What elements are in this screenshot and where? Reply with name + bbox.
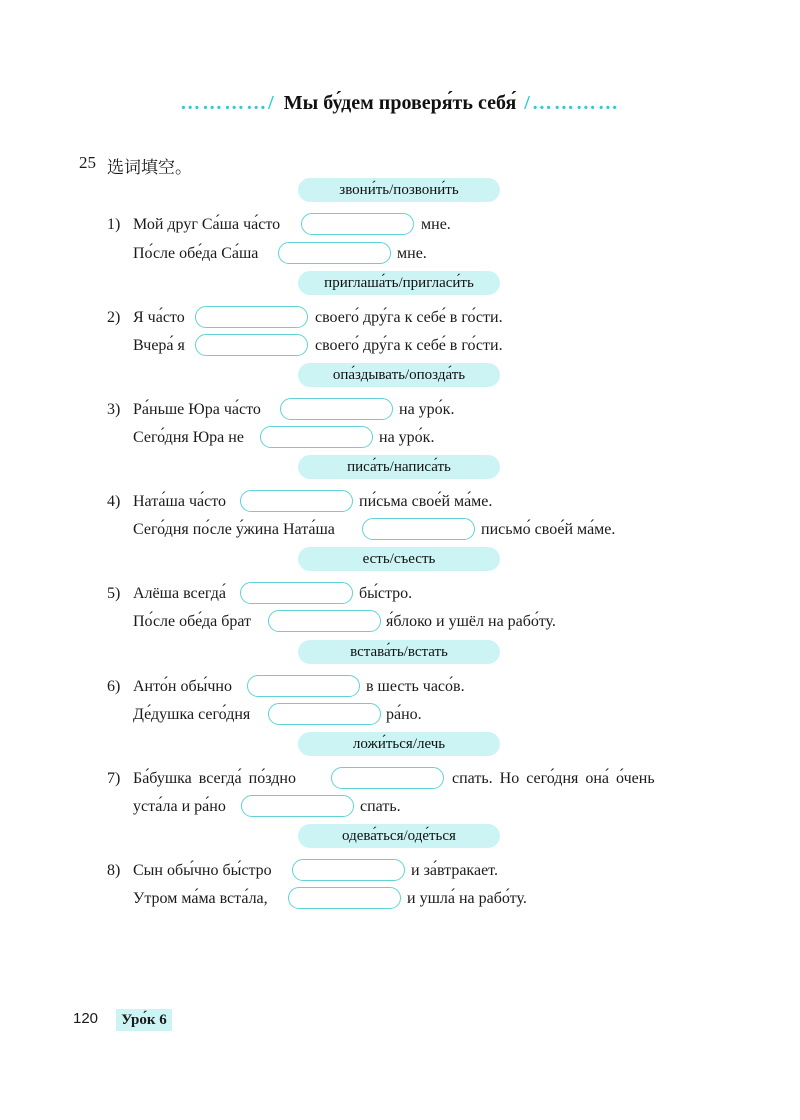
item-number: 4): [107, 493, 121, 510]
answer-blank[interactable]: [241, 795, 354, 817]
sentence-text: По́сле обе́да Са́ша: [133, 245, 259, 262]
sentence-text: письмо́ свое́й ма́ме.: [481, 521, 616, 538]
sentence-text: своего́ дру́га к себе́ в го́сти.: [315, 337, 503, 354]
sentence-text: Алёша всегда́: [133, 585, 226, 602]
verb-pair-pill: опа́здывать/опозда́ть: [298, 363, 500, 387]
sentence-text: и ушла́ на рабо́ту.: [407, 890, 527, 907]
item-number: 6): [107, 678, 121, 695]
answer-blank[interactable]: [288, 887, 401, 909]
sentence-text: Ната́ша ча́сто: [133, 493, 226, 510]
answer-blank[interactable]: [301, 213, 414, 235]
sentence-text: спать.: [360, 798, 401, 815]
sentence-text: Сего́дня Юра не: [133, 429, 244, 446]
answer-blank[interactable]: [268, 703, 381, 725]
sentence-text: Сын обы́чно бы́стро: [133, 862, 272, 879]
sentence-text: Анто́н обы́чно: [133, 678, 232, 695]
answer-blank[interactable]: [240, 582, 353, 604]
item-number: 8): [107, 862, 121, 879]
sentence-text: Мой друг Са́ша ча́сто: [133, 216, 281, 233]
answer-blank[interactable]: [331, 767, 444, 789]
exercise-instruction: 选词填空。: [107, 158, 192, 178]
answer-blank[interactable]: [280, 398, 393, 420]
sentence-text: своего́ дру́га к себе́ в го́сти.: [315, 309, 503, 326]
sentence-text: Сего́дня по́сле у́жина Ната́ша: [133, 521, 335, 538]
item-number: 3): [107, 401, 121, 418]
sentence-text: я́блоко и ушёл на рабо́ту.: [386, 613, 556, 630]
answer-blank[interactable]: [278, 242, 391, 264]
sentence-text: Ба́бушка всегда́ по́здно: [133, 770, 296, 787]
lesson-badge: Уро́к 6: [116, 1009, 172, 1031]
verb-pair-pill: ложи́ться/лечь: [298, 732, 500, 756]
answer-blank[interactable]: [362, 518, 475, 540]
sentence-text: По́сле обе́да брат: [133, 613, 252, 630]
answer-blank[interactable]: [195, 334, 308, 356]
verb-pair-pill: одева́ться/оде́ться: [298, 824, 500, 848]
sentence-text: спать. Но сего́дня она́ о́чень: [452, 770, 655, 787]
exercise-number: 25: [79, 153, 96, 172]
sentence-text: Вчера́ я: [133, 337, 185, 354]
sentence-text: мне.: [397, 245, 427, 262]
sentence-text: на уро́к.: [399, 401, 455, 418]
header-dots-left: …………/: [180, 92, 276, 114]
sentence-text: на уро́к.: [379, 429, 435, 446]
sentence-text: бы́стро.: [359, 585, 413, 602]
sentence-text: пи́сьма свое́й ма́ме.: [359, 493, 493, 510]
page-header: [0, 92, 800, 115]
page-title: Мы бу́дем проверя́ть себя́: [283, 92, 517, 114]
sentence-text: ра́но.: [386, 706, 422, 723]
item-number: 2): [107, 309, 121, 326]
answer-blank[interactable]: [195, 306, 308, 328]
verb-pair-pill: встава́ть/встать: [298, 640, 500, 664]
verb-pair-pill: звони́ть/позвони́ть: [298, 178, 500, 202]
item-number: 5): [107, 585, 121, 602]
answer-blank[interactable]: [260, 426, 373, 448]
sentence-text: уста́ла и ра́но: [133, 798, 226, 815]
sentence-text: Я ча́сто: [133, 309, 185, 326]
item-number: 1): [107, 216, 121, 233]
verb-pair-pill: есть/съесть: [298, 547, 500, 571]
answer-blank[interactable]: [268, 610, 381, 632]
answer-blank[interactable]: [247, 675, 360, 697]
answer-blank[interactable]: [292, 859, 405, 881]
sentence-text: Де́душка сего́дня: [133, 706, 251, 723]
verb-pair-pill: приглаша́ть/пригласи́ть: [298, 271, 500, 295]
sentence-text: Утром ма́ма вста́ла,: [133, 890, 268, 907]
verb-pair-pill: писа́ть/написа́ть: [298, 455, 500, 479]
sentence-text: и за́втракает.: [411, 862, 498, 879]
sentence-text: мне.: [421, 216, 451, 233]
page-number: 120: [73, 1010, 99, 1027]
header-dots-right: /…………: [524, 92, 620, 114]
item-number: 7): [107, 770, 121, 787]
sentence-text: в шесть часо́в.: [366, 678, 465, 695]
sentence-text: Ра́ньше Юра ча́сто: [133, 401, 261, 418]
answer-blank[interactable]: [240, 490, 353, 512]
